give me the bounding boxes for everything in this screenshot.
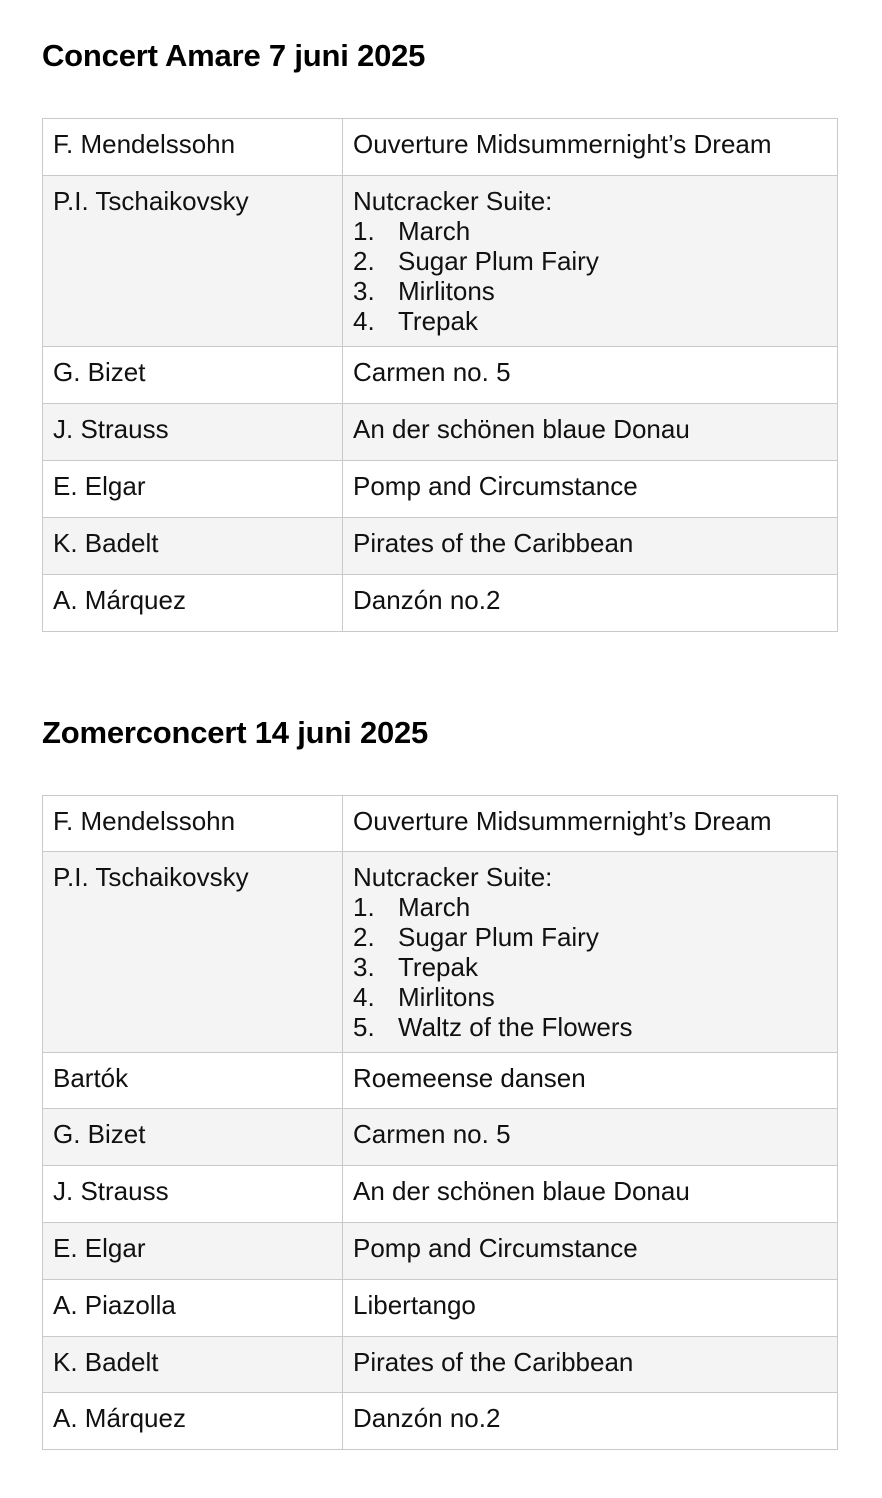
work-cell: Ouverture Midsummernight’s Dream bbox=[343, 796, 838, 852]
movement-number: 4. bbox=[353, 306, 375, 336]
composer-cell: F. Mendelssohn bbox=[43, 119, 343, 176]
work-cell: Pirates of the Caribbean bbox=[343, 1337, 838, 1393]
composer-cell: F. Mendelssohn bbox=[43, 796, 343, 852]
list-item bbox=[353, 1012, 827, 1042]
movement-name: March bbox=[398, 216, 471, 246]
table-row bbox=[43, 518, 838, 575]
composer-cell: A. Márquez bbox=[43, 575, 343, 632]
concert-amare-section bbox=[42, 36, 838, 615]
table-row bbox=[43, 461, 838, 518]
work-cell: Carmen no. 5 bbox=[343, 1109, 838, 1166]
movement-name: Trepak bbox=[398, 306, 478, 336]
concert-title: Zomerconcert 14 juni 2025 bbox=[42, 715, 429, 750]
work-cell: An der schönen blaue Donau bbox=[343, 404, 838, 461]
composer-cell: A. Piazolla bbox=[43, 1280, 343, 1337]
list-item bbox=[353, 982, 827, 1012]
list-item bbox=[353, 892, 827, 922]
table-row bbox=[43, 347, 838, 404]
composer-cell: Bartók bbox=[43, 1053, 343, 1109]
composer-cell: G. Bizet bbox=[43, 347, 343, 404]
movement-name: Trepak bbox=[398, 952, 478, 982]
list-item bbox=[353, 246, 827, 276]
work-cell: Pirates of the Caribbean bbox=[343, 518, 838, 575]
list-item bbox=[353, 952, 827, 982]
movement-number: 4. bbox=[353, 982, 375, 1012]
table-row bbox=[43, 575, 838, 632]
concert-title: Concert Amare 7 juni 2025 bbox=[42, 38, 426, 73]
composer-cell: P.I. Tschaikovsky bbox=[43, 852, 343, 1053]
work-cell: Pomp and Circumstance bbox=[343, 1223, 838, 1280]
work-cell: Ouverture Midsummernight’s Dream bbox=[343, 119, 838, 176]
movement-list bbox=[353, 216, 827, 336]
table-row bbox=[43, 176, 838, 347]
movement-number: 2. bbox=[353, 922, 375, 952]
work-cell: Pomp and Circumstance bbox=[343, 461, 838, 518]
zomerconcert-section bbox=[42, 713, 838, 1433]
movement-name: Waltz of the Flowers bbox=[398, 1012, 633, 1042]
table-row bbox=[43, 1393, 838, 1450]
table-row bbox=[43, 1223, 838, 1280]
movement-list bbox=[353, 892, 827, 1042]
table-row bbox=[43, 119, 838, 176]
movement-name: March bbox=[398, 892, 471, 922]
work-cell bbox=[343, 852, 838, 1053]
composer-cell: E. Elgar bbox=[43, 461, 343, 518]
composer-cell: P.I. Tschaikovsky bbox=[43, 176, 343, 347]
work-cell: Libertango bbox=[343, 1280, 838, 1337]
program-table bbox=[42, 795, 838, 1450]
movement-number: 5. bbox=[353, 1012, 375, 1042]
table-row bbox=[43, 852, 838, 1053]
movement-number: 3. bbox=[353, 276, 375, 306]
work-cell: An der schönen blaue Donau bbox=[343, 1166, 838, 1223]
work-cell: Roemeense dansen bbox=[343, 1053, 838, 1109]
table-row bbox=[43, 1166, 838, 1223]
work-cell: Danzón no.2 bbox=[343, 575, 838, 632]
list-item bbox=[353, 306, 827, 336]
movement-name: Sugar Plum Fairy bbox=[398, 246, 599, 276]
composer-cell: K. Badelt bbox=[43, 1337, 343, 1393]
movement-number: 1. bbox=[353, 892, 375, 922]
list-item bbox=[353, 922, 827, 952]
table-row bbox=[43, 1337, 838, 1393]
list-item bbox=[353, 216, 827, 246]
program-table bbox=[42, 118, 838, 632]
movement-number: 1. bbox=[353, 216, 375, 246]
list-item bbox=[353, 276, 827, 306]
work-cell bbox=[343, 176, 838, 347]
table-row bbox=[43, 1109, 838, 1166]
suite-title: Nutcracker Suite: bbox=[353, 862, 553, 892]
composer-cell: G. Bizet bbox=[43, 1109, 343, 1166]
table-row bbox=[43, 404, 838, 461]
composer-cell: K. Badelt bbox=[43, 518, 343, 575]
table-row bbox=[43, 1280, 838, 1337]
movement-name: Mirlitons bbox=[398, 276, 495, 306]
work-cell: Danzón no.2 bbox=[343, 1393, 838, 1450]
movement-name: Mirlitons bbox=[398, 982, 495, 1012]
composer-cell: E. Elgar bbox=[43, 1223, 343, 1280]
composer-cell: A. Márquez bbox=[43, 1393, 343, 1450]
composer-cell: J. Strauss bbox=[43, 1166, 343, 1223]
composer-cell: J. Strauss bbox=[43, 404, 343, 461]
suite-title: Nutcracker Suite: bbox=[353, 186, 553, 216]
work-cell: Carmen no. 5 bbox=[343, 347, 838, 404]
movement-number: 3. bbox=[353, 952, 375, 982]
table-row bbox=[43, 1053, 838, 1109]
movement-number: 2. bbox=[353, 246, 375, 276]
movement-name: Sugar Plum Fairy bbox=[398, 922, 599, 952]
table-row bbox=[43, 796, 838, 852]
